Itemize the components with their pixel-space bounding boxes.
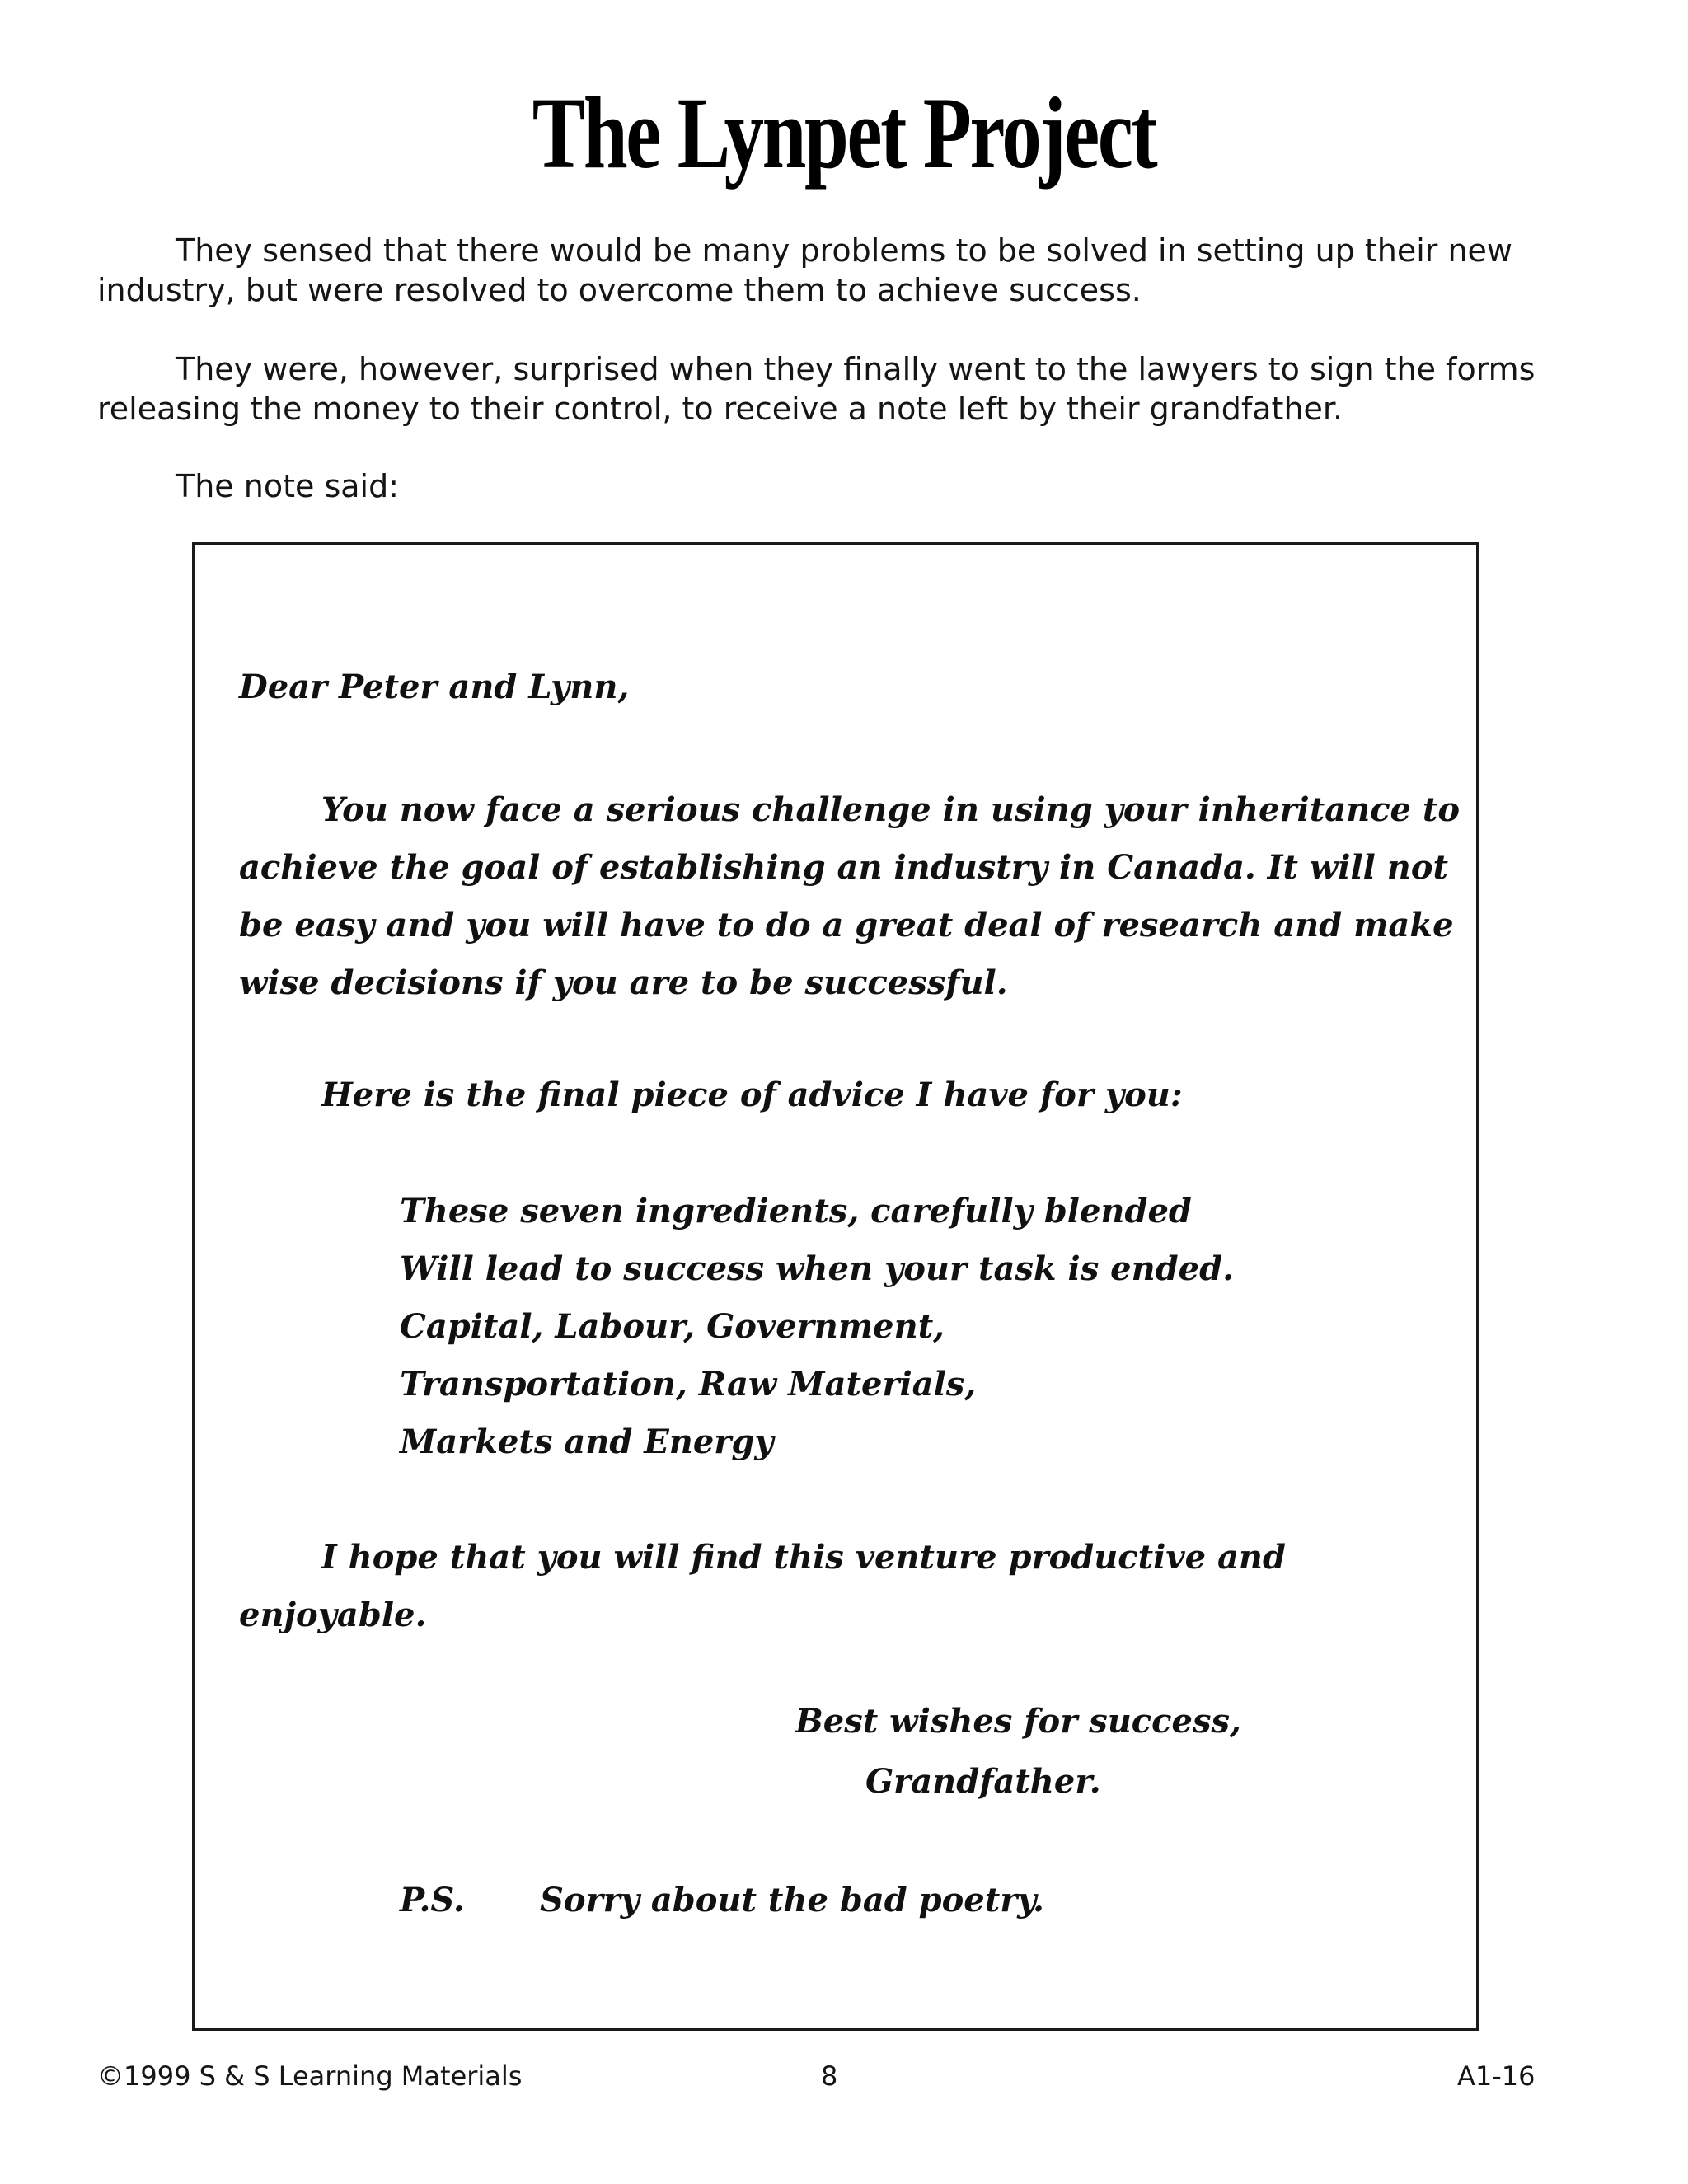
page-title: The Lynpet Project: [532, 77, 1156, 190]
intro-paragraph-3: [97, 466, 1548, 506]
letter-line: wise decisions if you are to be successful.: [239, 963, 1008, 1002]
letter-line: You now face a serious challenge in using your inheritance to: [321, 790, 1461, 829]
intro-paragraph-2: [97, 349, 1548, 429]
letter-postscript: [400, 1881, 1044, 1919]
poem-line: Transportation, Raw Materials,: [400, 1365, 977, 1404]
letter-signoff: Best wishes for success,: [795, 1702, 1241, 1741]
postscript-label: P.S.: [400, 1881, 465, 1919]
letter-greeting: Dear Peter and Lynn,: [239, 668, 630, 706]
letter-poem: [400, 1183, 1234, 1471]
paragraph-line: The note said:: [176, 468, 400, 504]
poem-line: Will lead to success when your task is ended.: [400, 1249, 1235, 1288]
paragraph-line: releasing the money to their control, to receive a note left by their grandfather.: [97, 391, 1343, 427]
letter-signature: Grandfather.: [865, 1762, 1101, 1801]
poem-line: Markets and Energy: [400, 1422, 774, 1461]
letter-line: be easy and you will have to do a great deal of research and make: [239, 906, 1454, 944]
poem-line: These seven ingredients, carefully blended: [400, 1192, 1192, 1230]
paragraph-line: They sensed that there would be many problems to be solved in setting up their new: [176, 232, 1513, 269]
letter-line: achieve the goal of establishing an industry in Canada. It will not: [239, 848, 1449, 887]
intro-paragraph-1: [97, 231, 1548, 310]
poem-line: Capital, Labour, Government,: [400, 1307, 945, 1346]
paragraph-line: They were, however, surprised when they finally went to the lawyers to sign the forms: [176, 351, 1536, 387]
letter-body-paragraph-2: Here is the final piece of advice I have for you:: [321, 1076, 1183, 1114]
footer-page-number: 8: [821, 2060, 838, 2092]
paragraph-line: industry, but were resolved to overcome them to achieve success.: [97, 272, 1142, 308]
letter-closing-paragraph: [239, 1529, 1286, 1644]
letter-line: enjoyable.: [239, 1596, 427, 1634]
footer-copyright: ©1999 S & S Learning Materials: [97, 2060, 523, 2092]
letter-body-paragraph-1: [239, 781, 1460, 1012]
postscript-text: Sorry about the bad poetry.: [540, 1881, 1044, 1919]
footer-code: A1-16: [1457, 2060, 1536, 2092]
letter-line: I hope that you will find this venture productive and: [321, 1538, 1286, 1577]
